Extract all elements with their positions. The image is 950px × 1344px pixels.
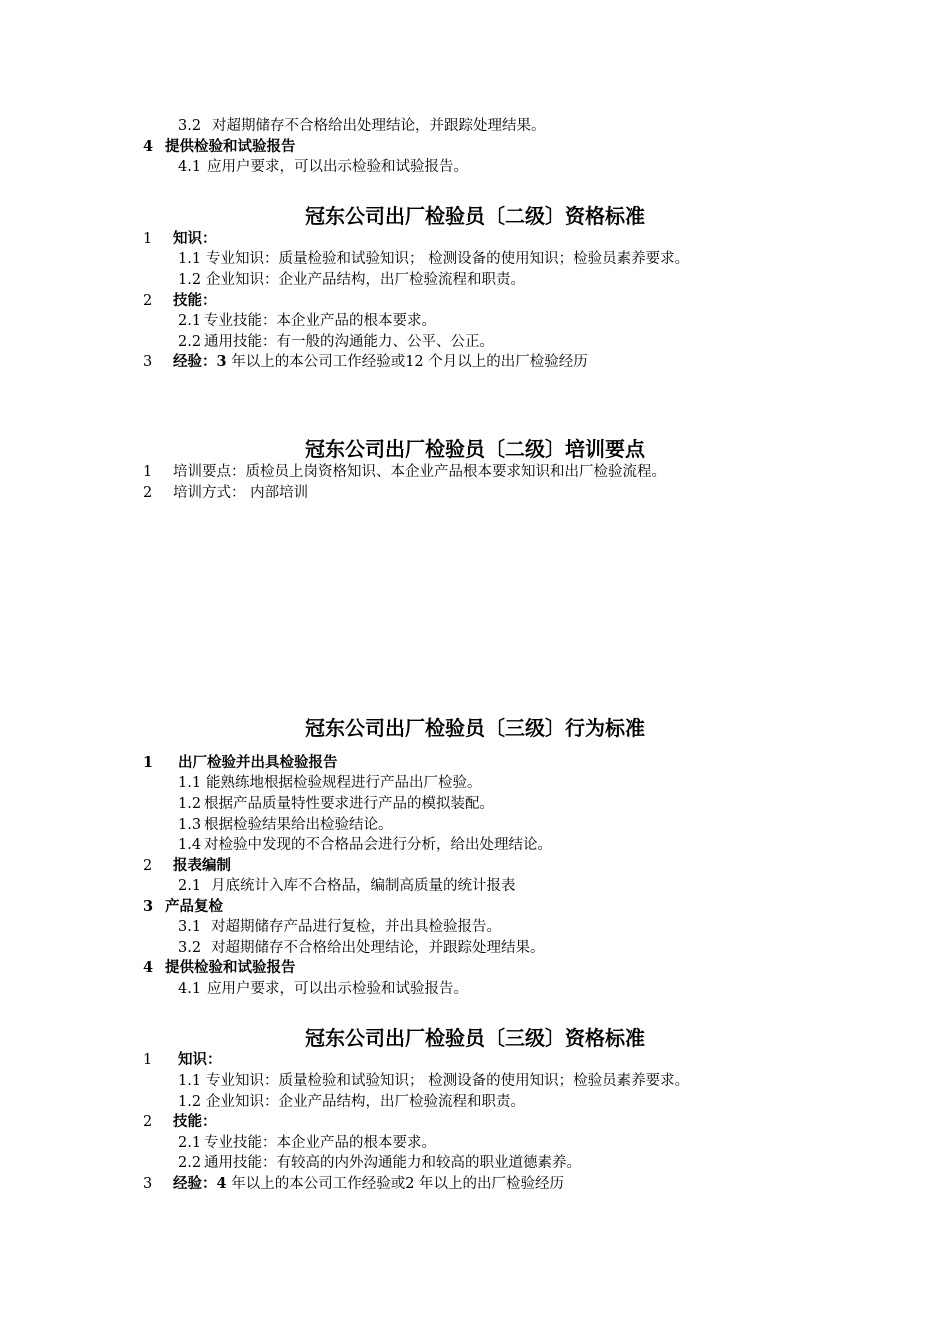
item-number: 2.2 [178, 1155, 202, 1171]
list-item [178, 773, 482, 793]
item-text: 对超期储存不合格给出处理结论，并跟踪处理结果。 [211, 940, 545, 956]
item-text: 对超期储存不合格给出处理结论，并跟踪处理结果。 [212, 118, 546, 134]
item-text: 提供检验和试验报告 [165, 138, 296, 155]
list-item [178, 1153, 581, 1173]
item-number: 1 [143, 754, 154, 771]
item-text: 企业知识：企业产品结构，出厂检验流程和职责。 [206, 272, 525, 288]
item-number: 1.2 [178, 272, 202, 288]
item-text: 个月以上的出厂检验经历 [428, 354, 588, 370]
list-item [178, 938, 545, 958]
item-number: 2.2 [178, 334, 202, 350]
item-text: 根据检验结果给出检验结论。 [204, 817, 393, 833]
item-number: 1.4 [178, 837, 202, 853]
experience-months: 12 [405, 354, 424, 370]
item-number: 1.2 [178, 796, 202, 812]
item-label: 经验： [173, 353, 217, 370]
item-text: 应用户要求，可以出示检验和试验报告。 [207, 981, 468, 997]
item-number: 3 [143, 898, 154, 915]
item-number: 1 [143, 1052, 153, 1068]
list-item [178, 249, 689, 269]
item-text: 通用技能：有较高的内外沟通能力和较高的职业道德素养。 [204, 1155, 581, 1171]
experience-years-2: 2 [405, 1176, 415, 1192]
list-heading [143, 856, 231, 876]
list-heading [143, 1112, 217, 1132]
item-text: 技能： [173, 292, 217, 309]
list-heading [143, 753, 338, 773]
item-number: 2 [143, 293, 153, 309]
item-text: 专业技能：本企业产品的根本要求。 [204, 313, 436, 329]
item-number: 3.2 [178, 940, 202, 956]
item-number: 1.1 [178, 1073, 202, 1089]
item-text: 根据产品质量特性要求进行产品的模拟装配。 [204, 796, 494, 812]
experience-years: 3 [216, 353, 227, 370]
item-number: 1.2 [178, 1094, 202, 1110]
list-item [178, 270, 525, 290]
item-number: 3.2 [178, 118, 202, 134]
item-label: 经验： [173, 1175, 217, 1192]
list-heading [143, 291, 217, 311]
item-number: 4 [143, 959, 154, 976]
list-item [178, 917, 501, 937]
item-text: 通用技能：有一般的沟通能力、公平、公正。 [204, 334, 494, 350]
item-text: 月底统计入库不合格品，编制高质量的统计报表 [211, 878, 516, 894]
item-text: 年以上的本公司工作经验或 [231, 1176, 406, 1192]
list-item [143, 483, 308, 503]
list-heading [143, 1050, 222, 1070]
list-item [178, 157, 468, 177]
item-text: 知识： [173, 230, 217, 247]
list-heading [143, 352, 588, 372]
item-number: 2.1 [178, 878, 202, 894]
item-text: 知识： [178, 1051, 222, 1068]
item-number: 3 [143, 1176, 153, 1192]
item-text: 报表编制 [173, 857, 231, 874]
item-text: 培训要点：质检员上岗资格知识、本企业产品根本要求知识和出厂检验流程。 [173, 464, 666, 480]
list-item [178, 1092, 525, 1112]
item-text: 产品复检 [165, 898, 223, 915]
item-number: 3.1 [178, 919, 202, 935]
list-item [178, 332, 494, 352]
item-text: 出厂检验并出具检验报告 [178, 754, 338, 771]
item-number: 1.3 [178, 817, 202, 833]
item-text: 技能： [173, 1113, 217, 1130]
item-number: 4.1 [178, 981, 202, 997]
list-heading [143, 137, 296, 157]
item-text: 培训方式： 内部培训 [173, 485, 309, 501]
item-number: 1.1 [178, 251, 202, 267]
item-number: 3 [143, 354, 153, 370]
item-text: 提供检验和试验报告 [165, 959, 296, 976]
item-text: 专业技能：本企业产品的根本要求。 [204, 1135, 436, 1151]
item-text: 能熟练地根据检验规程进行产品出厂检验。 [206, 775, 482, 791]
list-item [178, 116, 546, 136]
list-item [178, 835, 552, 855]
section-title: 冠东公司出厂检验员〔三级〕资格标准 [305, 1026, 645, 1050]
list-item [178, 815, 393, 835]
item-number: 2 [143, 1114, 153, 1130]
item-number: 1 [143, 231, 153, 247]
list-item [178, 1071, 689, 1091]
item-number: 2 [143, 858, 153, 874]
item-text: 专业知识：质量检验和试验知识； 检测设备的使用知识；检验员素养要求。 [206, 251, 690, 267]
list-heading [143, 229, 217, 249]
section-title: 冠东公司出厂检验员〔三级〕行为标准 [305, 716, 645, 740]
item-text: 年以上的本公司工作经验或 [231, 354, 406, 370]
item-number: 2.1 [178, 313, 202, 329]
experience-years: 4 [216, 1175, 227, 1192]
item-number: 4 [143, 138, 154, 155]
item-text: 对超期储存产品进行复检，并出具检验报告。 [211, 919, 501, 935]
item-number: 4.1 [178, 159, 202, 175]
list-heading [143, 958, 296, 978]
item-text: 年以上的出厂检验经历 [419, 1176, 565, 1192]
list-item [178, 794, 494, 814]
section-title: 冠东公司出厂检验员〔二级〕资格标准 [305, 204, 645, 228]
item-text: 对检验中发现的不合格品会进行分析，给出处理结论。 [204, 837, 552, 853]
item-number: 1.1 [178, 775, 202, 791]
list-item [178, 876, 516, 896]
section-title: 冠东公司出厂检验员〔二级〕培训要点 [305, 437, 645, 461]
list-item [178, 1133, 436, 1153]
item-number: 1 [143, 464, 153, 480]
list-heading [143, 897, 223, 917]
item-number: 2 [143, 485, 153, 501]
list-item [143, 462, 666, 482]
item-number: 2.1 [178, 1135, 202, 1151]
item-text: 专业知识：质量检验和试验知识； 检测设备的使用知识；检验员素养要求。 [206, 1073, 690, 1089]
item-text: 企业知识：企业产品结构，出厂检验流程和职责。 [206, 1094, 525, 1110]
list-heading [143, 1174, 564, 1194]
list-item [178, 311, 436, 331]
list-item [178, 979, 468, 999]
item-text: 应用户要求，可以出示检验和试验报告。 [207, 159, 468, 175]
